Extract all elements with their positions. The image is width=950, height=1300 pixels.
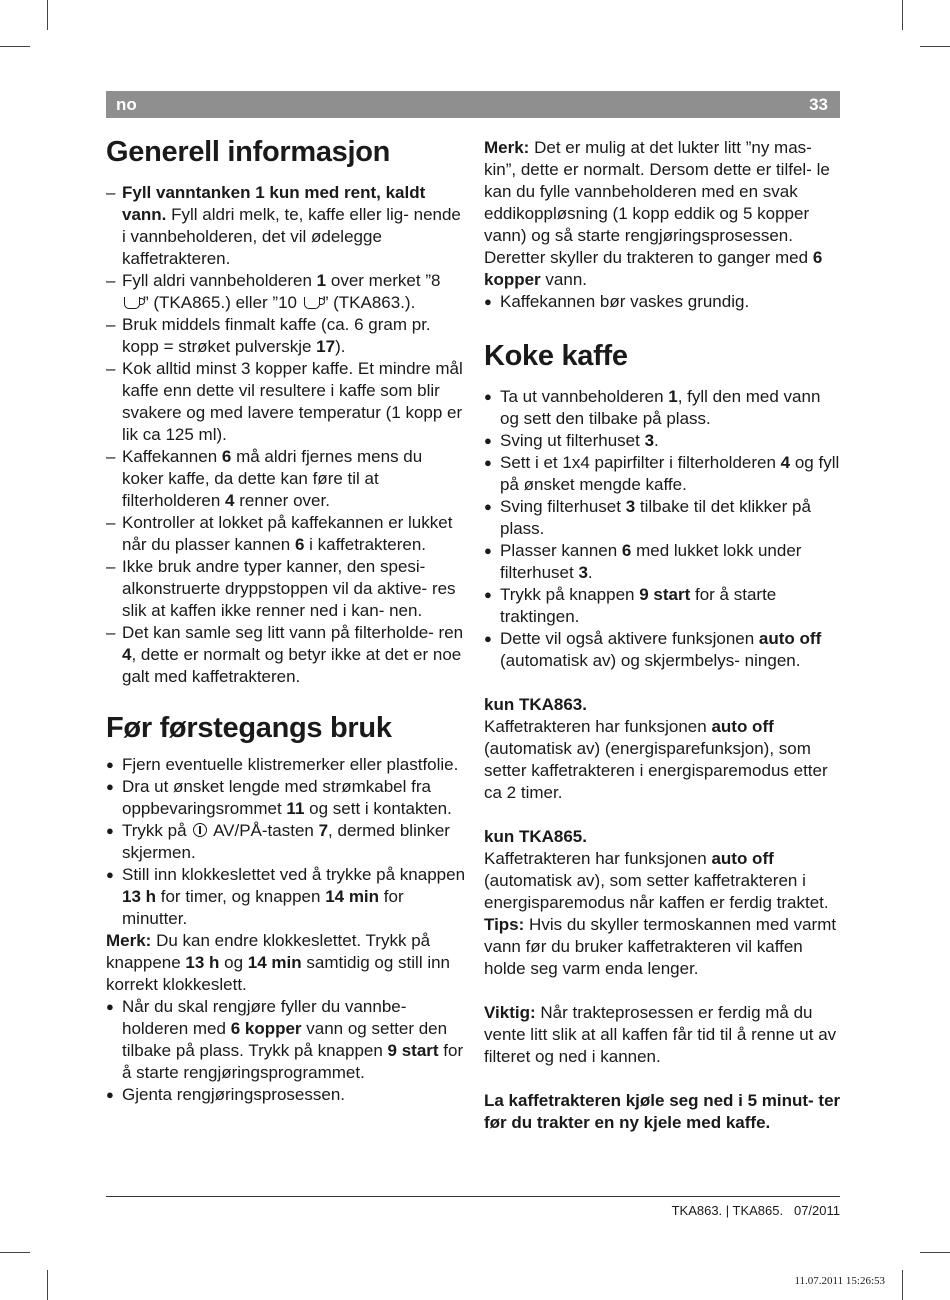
list-item: – Ikke bruk andre typer kanner, den spesi- alkonstruerte dryppstoppen vil da aktive- res slik at kaffen ikke renner ned i kan- nen.: [106, 556, 466, 622]
footer-models: TKA863. | TKA865. 07/2011: [671, 1203, 840, 1218]
tka863-title: kun TKA863.: [484, 695, 587, 714]
koke-kaffe-list: [484, 386, 842, 672]
crop-mark: [47, 0, 48, 30]
first-use-list: [106, 754, 466, 930]
wash-list: [484, 291, 842, 313]
tka863-text: Kaffetrakteren har funksjonen auto off (automatisk av) (energisparefunksjon), som setter kaffetrakteren i energisparemodus etter ca 2 timer.: [484, 717, 828, 802]
first-use-heading: Før førstegangs bruk: [106, 712, 392, 744]
crop-mark: [902, 1270, 903, 1300]
crop-mark: [0, 1252, 30, 1253]
list-item: – Det kan samle seg litt vann på filterholde- ren 4, dette er normalt og betyr ikke at det er noe galt med kaffetrakteren.: [106, 622, 466, 688]
power-icon: [193, 823, 207, 837]
list-item: ● Sving filterhuset 3 tilbake til det klikker på plass.: [484, 496, 842, 540]
cooldown-warning: La kaffetrakteren kjøle seg ned i 5 minut- ter før du trakter en ny kjele med kaffe.: [484, 1091, 841, 1132]
list-item: – Bruk middels finmalt kaffe (ca. 6 gram pr. kopp = strøket pulverskje 17).: [106, 314, 466, 358]
general-info-heading: Generell informasjon: [106, 136, 391, 168]
page-header-bar: [106, 91, 840, 118]
list-item: ● Dra ut ønsket lengde med strømkabel fra oppbevaringsrommet 11 og sett i kontakten.: [106, 776, 466, 820]
tka865-text: Kaffetrakteren har funksjonen auto off (automatisk av), som setter kaffetrakteren i energisparemodus når kaffen er ferdig traktet.: [484, 849, 829, 912]
list-item: ● Fjern eventuelle klistremerker eller plastfolie.: [106, 754, 466, 776]
list-item: ● Når du skal rengjøre fyller du vannbe- holderen med 6 kopper vann og setter den tilbake på plass. Trykk på knappen 9 start for å starte rengjøringsprogrammet.: [106, 996, 466, 1084]
cup-icon: [124, 297, 140, 309]
tka865-title: kun TKA865.: [484, 827, 587, 846]
cup-icon: [304, 297, 320, 309]
list-item: ● Sving ut filterhuset 3.: [484, 430, 842, 452]
list-item: – Fyll vanntanken 1 kun med rent, kaldt vann. Fyll aldri melk, te, kaffe eller lig- nende i vannbeholderen, det vil ødelegge kaffetrakteren.: [106, 182, 466, 270]
list-item: ● Gjenta rengjøringsprosessen.: [106, 1084, 466, 1106]
right-column: [484, 137, 842, 1134]
merk-note: Merk: Du kan endre klokkeslettet. Trykk på knappene 13 h og 14 min samtidig og still inn korrekt klokkeslett.: [106, 931, 450, 994]
viktig-note: Viktig: Når trakteprosessen er ferdig må du vente litt slik at all kaffen får tid til å renne ut av filteret og ned i kannen.: [484, 1003, 837, 1066]
crop-mark: [902, 0, 903, 30]
list-item: – Kok alltid minst 3 kopper kaffe. Et mindre mål kaffe enn dette vil resultere i kaffe som blir svakere og med lavere temperatur (1 kopp er lik ca 125 ml).: [106, 358, 466, 446]
list-item: ● Trykk på knappen 9 start for å starte traktingen.: [484, 584, 842, 628]
list-item: ● Trykk på AV/PÅ-tasten 7, dermed blinker skjermen.: [106, 820, 466, 864]
general-info-list: [106, 182, 466, 688]
list-item: ● Ta ut vannbeholderen 1, fyll den med vann og sett den tilbake på plass.: [484, 386, 842, 430]
list-item: ● Dette vil også aktivere funksjonen auto off (automatisk av) og skjermbelys- ningen.: [484, 628, 842, 672]
footer-divider: [106, 1196, 840, 1197]
cleaning-list: [106, 996, 466, 1106]
tips-note: Tips: Hvis du skyller termoskannen med varmt vann før du bruker kaffetrakteren vil kaffen holde seg varm enda lenger.: [484, 915, 837, 978]
crop-mark: [47, 1270, 48, 1300]
list-item: ● Kaffekannen bør vaskes grundig.: [484, 291, 842, 313]
crop-mark: [920, 1252, 950, 1253]
list-item: ● Sett i et 1x4 papirfilter i filterholderen 4 og fyll på ønsket mengde kaffe.: [484, 452, 842, 496]
list-item: ● Still inn klokkeslettet ved å trykke på knappen 13 h for timer, og knappen 14 min for minutter.: [106, 864, 466, 930]
crop-mark: [0, 46, 30, 47]
list-item: ● Plasser kannen 6 med lukket lokk under filterhuset 3.: [484, 540, 842, 584]
list-item: – Kontroller at lokket på kaffekannen er lukket når du plasser kannen 6 i kaffetrakteren.: [106, 512, 466, 556]
koke-kaffe-heading: Koke kaffe: [484, 340, 628, 372]
page-number: 33: [809, 95, 828, 114]
crop-mark: [920, 46, 950, 47]
language-code: no: [116, 95, 137, 114]
print-timestamp: 11.07.2011 15:26:53: [794, 1275, 885, 1287]
merk-smell-note: Merk: Det er mulig at det lukter litt ”ny mas- kin”, dette er normalt. Dersom dette er tilfel- le kan du fylle vannbeholderen med en svak eddikoppløsning (1 kopp eddik og 5 kopper vann) og så starte rengjøringsprosessen. Deretter skyller du trakteren to ganger med 6 kopper vann.: [484, 138, 830, 289]
list-item: – Fyll aldri vannbeholderen 1 over merket ”8 ” (TKA865.) eller ”10 ” (TKA863.).: [106, 270, 466, 314]
list-item: – Kaffekannen 6 må aldri fjernes mens du koker kaffe, da dette kan føre til at filterholderen 4 renner over.: [106, 446, 466, 512]
left-column: [106, 130, 466, 1106]
